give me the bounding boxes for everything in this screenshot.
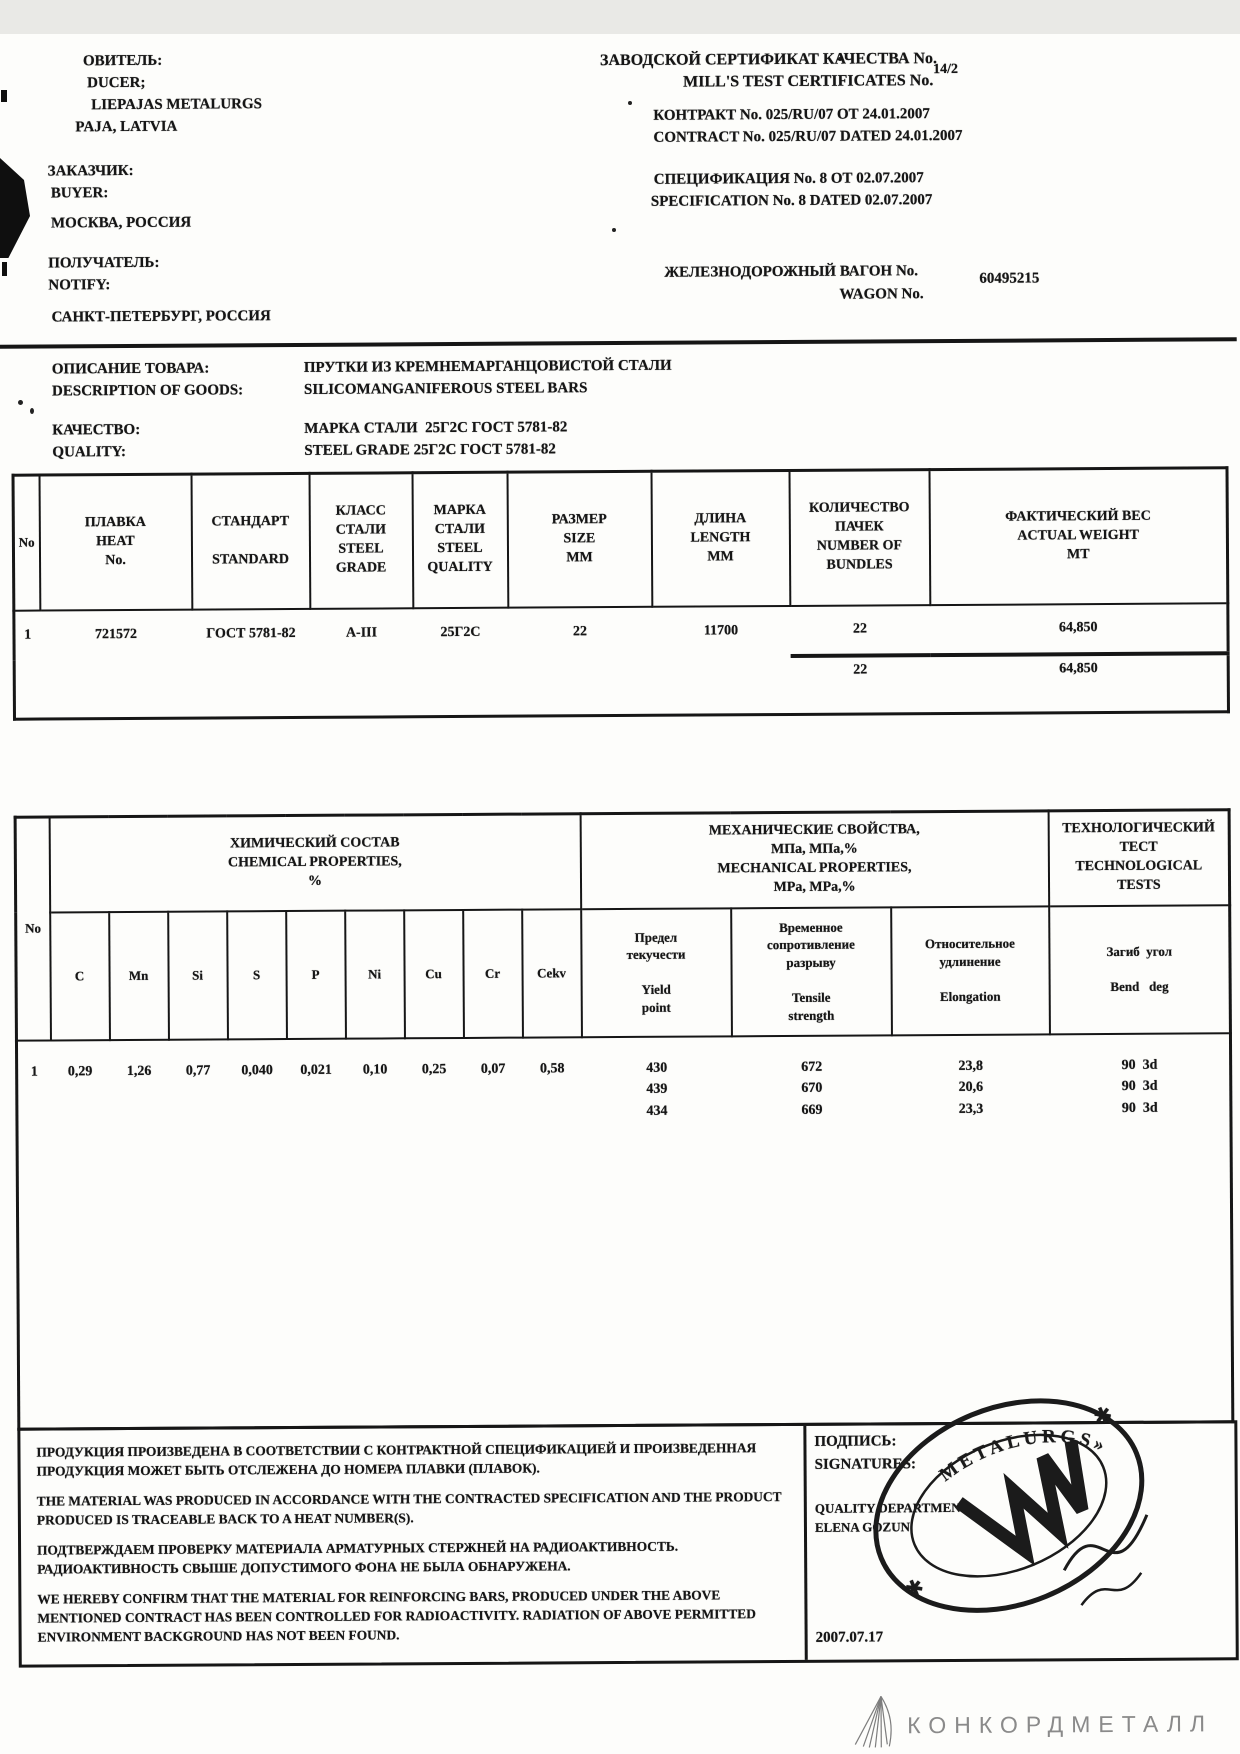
compliance-text-block (20, 1426, 807, 1665)
signature-label-ru: ПОДПИСЬ: (814, 1433, 897, 1450)
compliance-paragraph-en-2: WE HEREBY CONFIRM THAT THE MATERIAL FOR REINFORCING BARS, PRODUCED UNDER THE ABOVE MENTIONED CONTRACT HAS BEEN CONTROLLED FOR RADIOACTIVITY. RADIATION OF ABOVE PERMITTED ENVIRONMENT BACKGROUND HAS NOT BEEN FOUND. (37, 1587, 756, 1645)
signer-name: ELENA GOZUN (814, 1519, 911, 1535)
properties-table (14, 808, 1235, 1430)
buyer-label-ru: ЗАКАЗЧИК: (47, 162, 134, 180)
t1-header-no: No (13, 475, 40, 610)
producer-label-ru: ОВИТЕЛЬ: (82, 52, 163, 70)
t2-header-element-ni: Ni (345, 910, 405, 1038)
t2-group-chemical: ХИМИЧЕСКИЙ СОСТАВ CHEMICAL PROPERTIES, % (49, 814, 581, 912)
t2-value-cr: 0,07 (480, 1061, 506, 1077)
t1-total-bundles: 22 (853, 661, 868, 678)
empty-cell (14, 660, 40, 719)
concord-logo-icon (851, 1694, 897, 1748)
description-value-ru: ПРУТКИ ИЗ КРЕМНЕМАРГАНЦОВИСТОЙ СТАЛИ (303, 357, 672, 376)
t1-row-size: 22 (572, 624, 588, 640)
t1-header-standard: СТАНДАРТ STANDARD (191, 473, 310, 609)
t2-header-element-cu: Cu (404, 909, 464, 1037)
quality-label-ru: КАЧЕСТВО: (52, 421, 141, 439)
t2-header-yield-point: Предел текучести Yield point (581, 908, 732, 1037)
t2-value-bend: 90 3d 90 3d 90 3d (1121, 1057, 1158, 1116)
section-divider (0, 337, 1237, 349)
signature-label-en: SIGNATURES: (814, 1456, 917, 1473)
t2-header-element-s: S (227, 911, 287, 1039)
t1-row-bundles: 22 (790, 605, 930, 656)
compliance-paragraph-en-1: THE MATERIAL WAS PRODUCED IN ACCORDANCE WITH THE CONTRACTED SPECIFICATION AND THE PRODUCT PRODUCED IS TRACEABLE BACK TO A HEAT NUMBER(S). (36, 1489, 782, 1528)
t1-row-standard: ГОСТ 5781-82 (206, 625, 296, 642)
t2-value-cu: 0,25 (421, 1061, 447, 1077)
t2-value-s: 0,040 (241, 1062, 273, 1078)
stamp-text: METALURGS» (935, 1426, 1112, 1486)
empty-cell (413, 657, 508, 717)
empty-cell (310, 658, 413, 718)
t1-header-steel-quality: МАРКА СТАЛИ STEEL QUALITY (412, 472, 508, 608)
t2-value-c: 0,29 (67, 1063, 93, 1079)
t1-row-steel-quality: 25Г2С (440, 624, 481, 641)
t2-value-p: 0,021 (300, 1062, 332, 1078)
description-label-en: DESCRIPTION OF GOODS: (51, 382, 244, 400)
t2-header-bend: Загиб угол Bend deg (1049, 905, 1231, 1034)
t2-group-mechanical: МЕХАНИЧЕСКИЕ СВОЙСТВА, МПа, МПа,% MECHANICAL PROPERTIES, MPa, MPa,% (580, 811, 1049, 909)
t2-value-mn: 1,26 (126, 1063, 152, 1079)
notify-label-en: NOTIFY: (48, 277, 111, 294)
buyer-label-en: BUYER: (50, 185, 109, 202)
specification-line-en: SPECIFICATION No. 8 DATED 02.07.2007 (650, 192, 933, 210)
t2-row-no: 1 (30, 1064, 38, 1080)
certificate-date: 2007.07.17 (815, 1629, 884, 1646)
t1-header-heat: ПЛАВКА HEAT No. (39, 474, 192, 610)
empty-cell (508, 656, 652, 716)
contract-line-ru: КОНТРАКТ No. 025/RU/07 ОТ 24.01.2007 (653, 106, 930, 124)
signature-stroke (1064, 1515, 1147, 1571)
t1-header-steel-class: КЛАСС СТАЛИ STEEL GRADE (309, 473, 413, 609)
buyer-city: МОСКВА, РОССИЯ (50, 214, 192, 232)
t2-value-yield: 430 439 434 (646, 1060, 668, 1119)
t2-header-element-mn: Mn (109, 911, 169, 1039)
certificate-title-ru: ЗАВОДСКОЙ СЕРТИФИКАТ КАЧЕСТВА No. (599, 50, 938, 70)
t1-row-heat: 721572 (94, 626, 138, 643)
contract-line-en: CONTRACT No. 025/RU/07 DATED 24.01.2007 (653, 127, 963, 146)
empty-cell (652, 655, 790, 715)
notify-city: САНКТ-ПЕТЕРБУРГ, РОССИЯ (51, 308, 271, 326)
compliance-paragraph-ru-2: ПОДТВЕРЖДАЕМ ПРОВЕРКУ МАТЕРИАЛА АРМАТУРНЫХ СТЕРЖНЕЙ НА РАДИОАКТИВНОСТЬ. РАДИОАКТИВНОСТЬ СВЫШЕ ДОПУСТИМОГО ФОНА НЕ БЫЛА ОБНАРУЖЕНА. (37, 1538, 679, 1577)
t1-header-weight: ФАКТИЧЕСКИЙ ВЕС ACTUAL WEIGHT МТ (929, 468, 1228, 605)
specification-line-ru: СПЕЦИФИКАЦИЯ No. 8 ОТ 02.07.2007 (653, 170, 924, 188)
t1-row-weight: 64,850 (930, 603, 1228, 655)
empty-cell (192, 658, 310, 718)
t2-value-si: 0,77 (185, 1063, 211, 1079)
stamp-star-icon: ✱ (1089, 1400, 1117, 1431)
description-label-ru: ОПИСАНИЕ ТОВАРА: (51, 360, 210, 378)
t2-value-tensile: 672 670 669 (801, 1059, 823, 1118)
t2-header-element-si: Si (168, 911, 228, 1039)
stamp-star-icon: ✱ (901, 1573, 928, 1604)
quality-value-en: STEEL GRADE 25Г2С ГОСТ 5781-82 (304, 441, 556, 459)
t2-value-ni: 0,10 (362, 1061, 388, 1078)
certificate-number: 14/2 (933, 61, 958, 78)
wagon-label-ru: ЖЕЛЕЗНОДОРОЖНЫЙ ВАГОН No. (664, 263, 919, 281)
certificate-title-en: MILL'S TEST CERTIFICATES No. (683, 72, 934, 91)
t1-row-no: 1 (24, 627, 32, 643)
quality-label-en: QUALITY: (52, 444, 127, 461)
quality-department: QUALITY DEPARTMENT (814, 1499, 970, 1516)
concord-logo-text: КОНКОРДМЕТАЛЛ (907, 1710, 1214, 1739)
signature-stroke (1081, 1573, 1141, 1605)
empty-cell (40, 659, 192, 719)
producer-name: LIEPAJAS METALURGS (91, 96, 263, 114)
compliance-paragraph-ru-1: ПРОДУКЦИЯ ПРОИЗВЕДЕНА В СООТВЕТСТВИИ С КОНТРАКТНОЙ СПЕЦИФИКАЦИЕЙ И ПРОИЗВЕДЕННАЯ ПРОДУКЦИЯ МОЖЕТ БЫТЬ ОТСЛЕЖЕНА ДО НОМЕРА ПЛАВКИ (ПЛАВОК). (36, 1440, 757, 1479)
t2-header-element-p: P (286, 910, 346, 1038)
wagon-number: 60495215 (979, 270, 1040, 287)
producer-label-en: DUCER; (87, 74, 146, 92)
t1-header-length: ДЛИНА LENGTH MM (651, 470, 790, 606)
t1-header-bundles: КОЛИЧЕСТВО ПАЧЕК NUMBER OF BUNDLES (789, 470, 930, 606)
t2-header-elongation: Относительное удлинение Elongation (891, 906, 1050, 1035)
producer-city: PAJA, LATVIA (75, 118, 178, 136)
t2-header-element-cekv: Cekv (522, 909, 582, 1037)
company-stamp (858, 1365, 1160, 1647)
t2-header-tensile-strength: Временное сопротивление разрыву Tensile strength (731, 907, 892, 1036)
t2-header-element-c: C (50, 912, 110, 1040)
quality-value-ru: МАРКА СТАЛИ 25Г2С ГОСТ 5781-82 (304, 419, 568, 437)
t2-header-no: No (15, 817, 50, 1040)
description-value-en: SILICOMANGANIFEROUS STEEL BARS (303, 380, 588, 398)
t1-row-steel-class: А-III (345, 625, 378, 641)
wagon-label-en: WAGON No. (839, 286, 924, 303)
t2-group-technological: ТЕХНОЛОГИЧЕСКИЙ ТЕСТ TECHNOLOGICAL TESTS (1048, 810, 1230, 906)
t2-header-element-cr: Cr (463, 909, 523, 1037)
t2-value-cekv: 0,58 (539, 1060, 565, 1076)
notify-label-ru: ПОЛУЧАТЕЛЬ: (48, 254, 160, 272)
t2-value-elongation: 23,8 20,6 23,3 (958, 1058, 984, 1117)
t1-total-weight: 64,850 (1059, 660, 1098, 676)
t1-row-length: 11700 (703, 623, 739, 639)
t1-header-size: РАЗМЕР SIZE MM (507, 471, 652, 607)
heat-table (12, 466, 1230, 720)
